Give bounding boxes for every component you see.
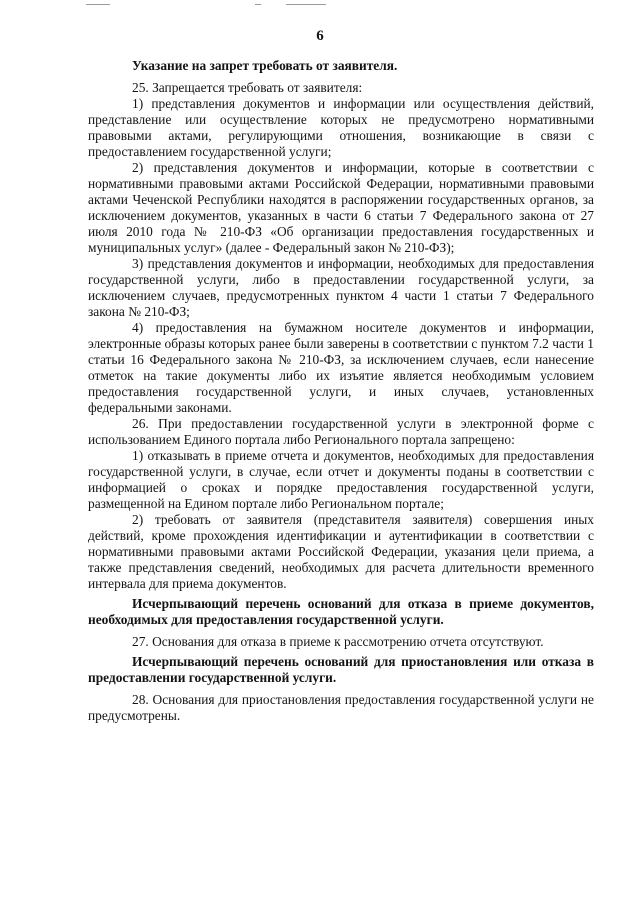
paragraph-25-intro: 25. Запрещается требовать от заявителя: <box>132 80 363 95</box>
paragraph-27: 27. Основания для отказа в приеме к рассмотрению отчета отсутствуют. <box>132 634 544 649</box>
section-heading: Исчерпывающий перечень оснований для приостановления или отказа в предоставлении государственной услуги. <box>88 654 594 685</box>
scan-artifact <box>286 4 326 5</box>
scan-artifact <box>255 4 261 5</box>
section-heading: Указание на запрет требовать от заявителя. <box>132 58 398 73</box>
paragraph-25-item-4: 4) предоставления на бумажном носителе документов и информации, электронные образы которых ранее были заверены в соответствии с пунктом 7.2 части 1 статьи 16 Федерального закона № 210-ФЗ, за исключением случаев, если нанесение отметок на такие документы либо их изъятие является необходимым условием предоставления государственной услуги, и иных случаев, установленных федеральными законами. <box>88 320 594 415</box>
section-heading: Исчерпывающий перечень оснований для отказа в приеме документов, необходимых для предоставления государственной услуги. <box>88 596 594 627</box>
paragraph-25-item-3: 3) представления документов и информации, необходимых для предоставления государственной услуги, либо в предоставлении государственной услуги, за исключением случаев, предусмотренных пунктом 4 части 1 статьи 7 Федерального закона № 210-ФЗ; <box>88 256 594 319</box>
paragraph-25-item-1: 1) представления документов и информации или осуществления действий, представление или осуществление которых не предусмотрено нормативными правовыми актами, регулирующими отношения, возникающие в связи с предоставлением государственной услуги; <box>88 96 594 159</box>
scan-artifact <box>86 4 110 5</box>
paragraph-26-item-2: 2) требовать от заявителя (представителя заявителя) совершения иных действий, кроме прохождения идентификации и аутентификации в соответствии с нормативными правовыми актами Российской Федерации, указания цели приема, а также представления сведений, необходимых для расчета длительности временного интервала для приема документов. <box>88 512 594 591</box>
page-number: 6 <box>316 28 324 44</box>
paragraph-25-item-2: 2) представления документов и информации, которые в соответствии с нормативными правовыми актами Российской Федерации, нормативными правовыми актами Чеченской Республики находятся в распоряжении государственных органов, за исключением документов, указанных в части 6 статьи 7 Федерального закона от 27 июля 2010 года № 210-ФЗ «Об организации предоставления государственных и муниципальных услуг» (далее - Федеральный закон № 210-ФЗ); <box>88 160 594 255</box>
document-body <box>88 58 594 724</box>
paragraph-26-item-1: 1) отказывать в приеме отчета и документов, необходимых для предоставления государственной услуги, в случае, если отчет и документы поданы в соответствии с информацией о сроках и порядке предоставления государственной услуги, размещенной на Едином портале либо Региональном портале; <box>88 448 594 511</box>
paragraph-26-intro: 26. При предоставлении государственной услуги в электронной форме с использованием Единого портала либо Регионального портала запрещено: <box>88 416 594 447</box>
paragraph-28: 28. Основания для приостановления предоставления государственной услуги не предусмотрены. <box>88 692 594 723</box>
